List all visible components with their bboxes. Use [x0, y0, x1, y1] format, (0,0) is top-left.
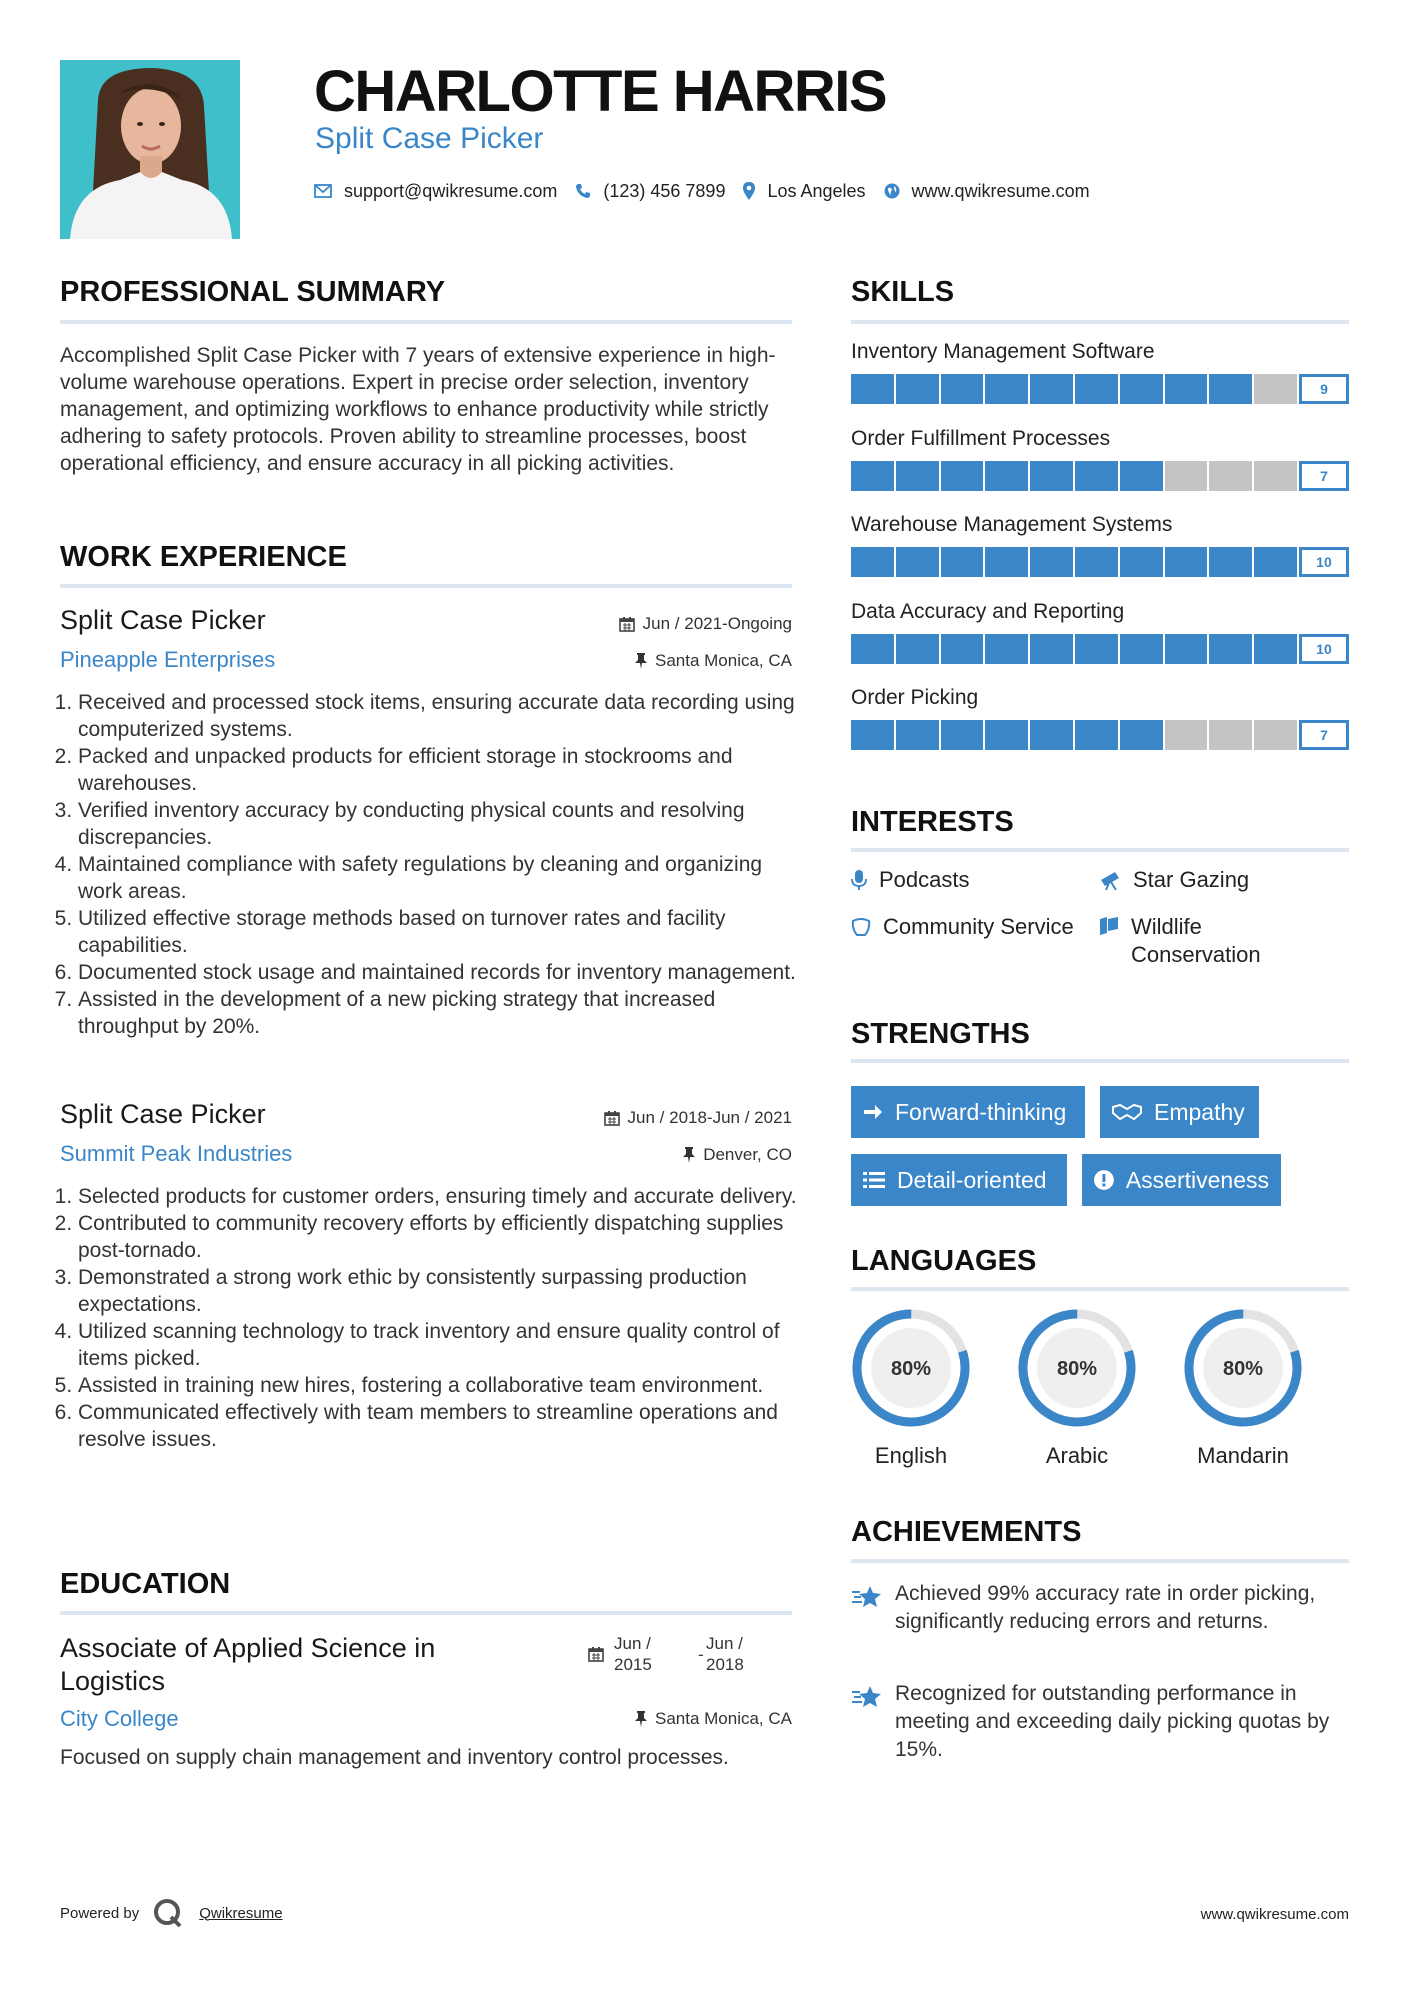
education-end: [706, 1633, 744, 1675]
skill-bar-segment: [985, 547, 1028, 577]
contact-location: [743, 181, 865, 202]
skill-bar-segment: [1254, 720, 1297, 750]
strength-label: Assertiveness: [1125, 1166, 1269, 1193]
interests-rule: [851, 848, 1349, 852]
pushpin-icon: [683, 1147, 695, 1163]
skills-heading: SKILLS: [851, 276, 955, 308]
skill-bar-segment: [1209, 634, 1252, 664]
skill-bar-segment: [941, 634, 984, 664]
skill-bar-segment: [1030, 547, 1073, 577]
skill-bar-segment: [1030, 461, 1073, 491]
job-2-location-text: Denver, CO: [703, 1145, 792, 1164]
skill-label: Inventory Management Software: [851, 340, 1155, 363]
job-2-dates: [604, 1108, 792, 1128]
duty-item: 6. Communicated effectively with team members to streamline operations and resolve issues.: [78, 1399, 800, 1453]
skill-bar-segment: [896, 374, 939, 404]
interest-label: Podcasts: [879, 867, 970, 892]
skill-item: [851, 513, 1349, 600]
interest-star-gazing: [1099, 866, 1249, 894]
language-item: [1183, 1308, 1303, 1469]
skill-bar-segment: [985, 374, 1028, 404]
contact-phone[interactable]: [575, 181, 725, 202]
interest-label: Star Gazing: [1133, 867, 1250, 892]
language-item: [851, 1308, 971, 1469]
languages-list: [851, 1308, 1349, 1478]
job-2-title: Split Case Picker: [60, 1099, 266, 1129]
microphone-icon: [851, 870, 867, 890]
skill-score: 10: [1299, 547, 1349, 577]
duty-item: 5. Utilized effective storage methods based on turnover rates and facility capabilities.: [78, 905, 800, 959]
skills-list: [851, 340, 1349, 773]
achievements-rule: [851, 1559, 1349, 1563]
contact-bar: [314, 178, 1108, 204]
job-1-title: Split Case Picker: [60, 605, 266, 635]
summary-rule: [60, 320, 792, 324]
pushpin-icon: [635, 653, 647, 669]
education-heading: EDUCATION: [60, 1568, 231, 1600]
skill-item: [851, 686, 1349, 773]
strength-badge: [851, 1154, 1067, 1206]
education-end-month: Jun /: [706, 1634, 743, 1653]
interest-label: Wildlife: [1131, 914, 1202, 939]
skill-score: 10: [1299, 634, 1349, 664]
skill-bar-segment: [1075, 374, 1118, 404]
contact-website[interactable]: [884, 181, 1090, 202]
list-icon: [863, 1171, 885, 1189]
language-ring: [1183, 1308, 1303, 1428]
experience-heading: WORK EXPERIENCE: [60, 541, 347, 573]
language-name: English: [874, 1443, 948, 1468]
duty-item: 2. Contributed to community recovery efforts by efficiently dispatching supplies post-tornado.: [78, 1210, 800, 1264]
interest-wildlife-conservation: [1099, 913, 1261, 969]
skill-score: 7: [1299, 720, 1349, 750]
education-start-year: 2015: [614, 1655, 652, 1674]
skill-bar-segment: [1120, 374, 1163, 404]
skill-score: 7: [1299, 461, 1349, 491]
duty-item: 5. Assisted in training new hires, fostering a collaborative team environment.: [78, 1372, 800, 1399]
skill-score: 9: [1299, 374, 1349, 404]
skill-bar-segment: [851, 720, 894, 750]
skill-bar: [851, 720, 1349, 750]
heart-hand-icon: [851, 917, 871, 937]
degree-line-2: Logistics: [60, 1666, 166, 1696]
education-end-year: 2018: [706, 1655, 744, 1674]
skill-bar-segment: [1209, 461, 1252, 491]
job-1-duties: [60, 689, 800, 1040]
skill-bar-segment: [1075, 461, 1118, 491]
skill-bar-segment: [1075, 547, 1118, 577]
achievement-text: Achieved 99% accuracy rate in order picking, significantly reducing errors and returns.: [895, 1582, 1316, 1633]
summary-text: Accomplished Split Case Picker with 7 years of extensive experience in high-volume warehouse operations. Expert in precise order selection, inventory management, and optimizing workflows to enhance productivity while strictly adhering to safety protocols. Proven ability to streamline processes, boost operational efficiency, and ensure accuracy in all picking activities.: [60, 344, 776, 475]
handshake-icon: [1112, 1103, 1142, 1121]
website-text: www.qwikresume.com: [911, 180, 1090, 201]
footer-powered-by: [60, 1898, 283, 1928]
phone-icon: [575, 183, 591, 199]
skill-bar-segment: [941, 547, 984, 577]
globe-icon: [884, 183, 900, 199]
job-2-dates-text: Jun / 2018-Jun / 2021: [627, 1108, 792, 1127]
arrow-right-icon: [863, 1103, 883, 1121]
skill-bar-segment: [1254, 634, 1297, 664]
skill-bar-segment: [1120, 634, 1163, 664]
skill-bar-segment: [1165, 547, 1208, 577]
skill-bar-segment: [1165, 634, 1208, 664]
experience-rule: [60, 584, 792, 588]
summary-heading: PROFESSIONAL SUMMARY: [60, 276, 446, 308]
powered-by-text: Powered by: [60, 1904, 140, 1922]
email-text: support@qwikresume.com: [344, 180, 558, 201]
skill-bar-segment: [1165, 720, 1208, 750]
pushpin-icon: [635, 1711, 647, 1727]
footer-url[interactable]: www.qwikresume.com: [1200, 1906, 1349, 1923]
skill-bar: [851, 374, 1349, 404]
duty-item: 4. Utilized scanning technology to track inventory and ensure quality control of items picked.: [78, 1318, 800, 1372]
candidate-name: CHARLOTTE HARRIS: [314, 59, 887, 124]
skill-label: Order Fulfillment Processes: [851, 426, 1111, 450]
job-2-company: Summit Peak Industries: [60, 1141, 293, 1166]
language-percent: 80%: [1056, 1358, 1098, 1380]
language-name: Mandarin: [1197, 1443, 1289, 1468]
education-start-month: Jun /: [614, 1634, 651, 1653]
language-percent: 80%: [1222, 1358, 1264, 1380]
skill-bar-segment: [896, 720, 939, 750]
exclamation-circle-icon: [1094, 1170, 1114, 1190]
interests-heading: INTERESTS: [851, 806, 1014, 838]
flag-icon: [1099, 917, 1119, 935]
education-description: Focused on supply chain management and inventory control processes.: [60, 1746, 729, 1769]
achievement-text: Recognized for outstanding performance in meeting and exceeding daily picking quotas by 15%.: [895, 1682, 1330, 1761]
job-1-location: [635, 651, 792, 671]
skill-item: [851, 427, 1349, 514]
skill-bar-segment: [941, 374, 984, 404]
skill-bar: [851, 461, 1349, 491]
strength-badge: [1100, 1086, 1259, 1138]
skill-label: Order Picking: [851, 686, 979, 709]
calendar-icon: [588, 1646, 604, 1662]
school-name: City College: [60, 1706, 179, 1731]
duty-item: 7. Assisted in the development of a new picking strategy that increased throughput by 20%.: [78, 986, 800, 1040]
job-2-location: [683, 1145, 792, 1165]
skill-bar-segment: [1030, 720, 1073, 750]
skill-bar-segment: [851, 547, 894, 577]
interest-podcasts: [851, 866, 970, 894]
skill-bar: [851, 547, 1349, 577]
skill-bar-segment: [1075, 720, 1118, 750]
skill-bar-segment: [851, 374, 894, 404]
qwikresume-logo-icon: [153, 1898, 183, 1928]
language-item: [1017, 1308, 1137, 1469]
strength-label: Detail-oriented: [897, 1166, 1047, 1193]
degree-line-1: Associate of Applied Science in: [60, 1633, 436, 1663]
skill-bar-segment: [1209, 720, 1252, 750]
languages-rule: [851, 1287, 1349, 1291]
strength-badge: [851, 1086, 1085, 1138]
skill-bar-segment: [1120, 461, 1163, 491]
job-1-company: Pineapple Enterprises: [60, 647, 276, 672]
calendar-icon: [619, 616, 635, 632]
location-text: Los Angeles: [767, 180, 866, 201]
achievements-heading: ACHIEVEMENTS: [851, 1516, 1082, 1548]
skill-bar-segment: [985, 461, 1028, 491]
skill-bar-segment: [941, 720, 984, 750]
skill-label: Data Accuracy and Reporting: [851, 599, 1125, 623]
shooting-star-icon: [851, 1584, 883, 1610]
job-1-location-text: Santa Monica, CA: [654, 651, 792, 670]
skill-bar-segment: [1254, 547, 1297, 577]
skill-bar: [851, 634, 1349, 664]
skill-bar-segment: [851, 461, 894, 491]
calendar-icon: [604, 1110, 620, 1126]
skill-bar-segment: [985, 634, 1028, 664]
education-rule: [60, 1611, 792, 1615]
skill-bar-segment: [1165, 461, 1208, 491]
education-location-text: Santa Monica, CA: [654, 1709, 792, 1728]
strength-badge: [1082, 1154, 1281, 1206]
skill-bar-segment: [1209, 547, 1252, 577]
skill-bar-segment: [1209, 374, 1252, 404]
interest-label: Community Service: [883, 914, 1074, 939]
skill-bar-segment: [1165, 374, 1208, 404]
achievement-item: [851, 1580, 1351, 1636]
job-2-duties: [60, 1183, 800, 1453]
duty-item: 2. Packed and unpacked products for efficient storage in stockrooms and warehouses.: [78, 743, 800, 797]
skill-bar-segment: [1254, 461, 1297, 491]
language-percent: 80%: [890, 1358, 932, 1380]
skill-bar-segment: [896, 547, 939, 577]
skill-bar-segment: [851, 634, 894, 664]
skills-rule: [851, 320, 1349, 324]
contact-email[interactable]: [314, 181, 557, 202]
skill-bar-segment: [1075, 634, 1118, 664]
strength-label: Empathy: [1154, 1098, 1245, 1125]
skill-item: [851, 340, 1349, 427]
duty-item: 1. Selected products for customer orders, ensuring timely and accurate delivery.: [78, 1183, 800, 1210]
skill-bar-segment: [985, 720, 1028, 750]
skill-bar-segment: [1254, 374, 1297, 404]
phone-text: (123) 456 7899: [603, 180, 726, 201]
skill-bar-segment: [896, 461, 939, 491]
skill-bar-segment: [1120, 720, 1163, 750]
interest-community-service: [851, 913, 1074, 941]
language-ring: [851, 1308, 971, 1428]
skill-bar-segment: [896, 634, 939, 664]
language-ring: [1017, 1308, 1137, 1428]
shooting-star-icon: [851, 1684, 883, 1710]
strength-label: Forward-thinking: [895, 1098, 1067, 1125]
job-1-dates-text: Jun / 2021-Ongoing: [642, 614, 792, 633]
duty-item: 6. Documented stock usage and maintained records for inventory management.: [78, 959, 800, 986]
strengths-rule: [851, 1059, 1349, 1063]
education-location: [635, 1709, 792, 1729]
skill-bar-segment: [941, 461, 984, 491]
duty-item: 3. Demonstrated a strong work ethic by consistently surpassing production expectations.: [78, 1264, 800, 1318]
duty-item: 1. Received and processed stock items, ensuring accurate data recording using computerized systems.: [78, 689, 800, 743]
strengths-heading: STRENGTHS: [851, 1018, 1030, 1050]
skill-label: Warehouse Management Systems: [851, 513, 1173, 536]
interest-label: Conservation: [1131, 942, 1261, 967]
qwikresume-link[interactable]: Qwikresume: [199, 1904, 283, 1922]
skill-bar-segment: [1030, 374, 1073, 404]
skill-item: [851, 600, 1349, 687]
languages-heading: LANGUAGES: [851, 1245, 1037, 1277]
telescope-icon: [1099, 870, 1121, 890]
language-name: Arabic: [1045, 1443, 1109, 1468]
achievement-item: [851, 1680, 1351, 1764]
skill-bar-segment: [1030, 634, 1073, 664]
job-1-dates: [619, 614, 792, 634]
education-start: [614, 1633, 652, 1675]
candidate-title: Split Case Picker: [315, 122, 544, 155]
profile-photo: [60, 60, 240, 239]
duty-item: 3. Verified inventory accuracy by conducting physical counts and resolving discrepancies.: [78, 797, 800, 851]
duty-item: 4. Maintained compliance with safety regulations by cleaning and organizing work areas.: [78, 851, 800, 905]
skill-bar-segment: [1120, 547, 1163, 577]
envelope-icon: [314, 184, 332, 198]
education-date-dash: -: [698, 1645, 704, 1664]
map-pin-icon: [743, 182, 755, 200]
